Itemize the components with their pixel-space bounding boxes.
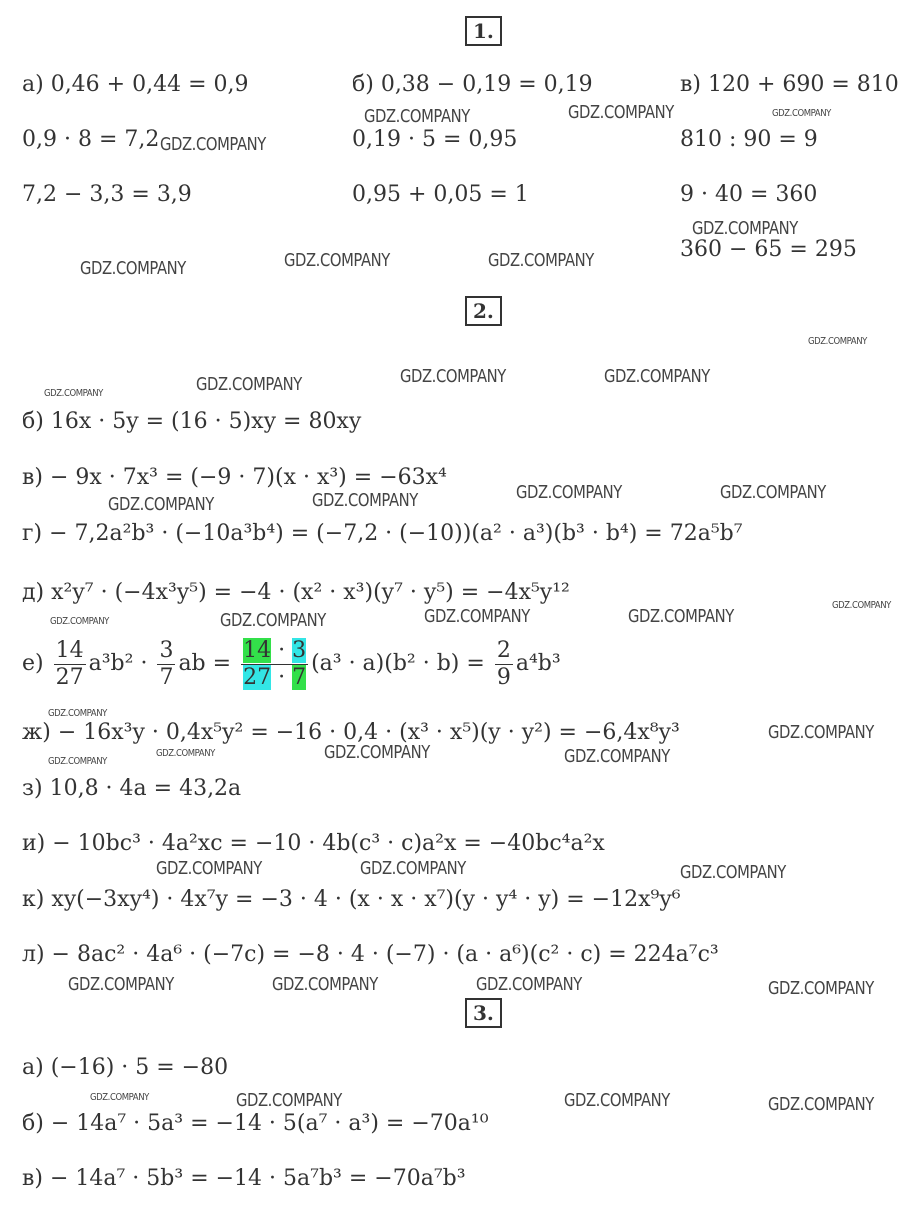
watermark: GDZ.COMPANY xyxy=(48,756,107,767)
watermark: GDZ.COMPANY xyxy=(50,616,109,627)
watermark: GDZ.COMPANY xyxy=(48,708,107,719)
watermark: GDZ.COMPANY xyxy=(156,858,262,879)
task1-c-line3: 9 · 40 = 360 xyxy=(680,182,818,207)
task1-c-line2: 810 : 90 = 9 xyxy=(680,127,818,152)
watermark: GDZ.COMPANY xyxy=(768,978,874,999)
fraction-3-7: $\frac{3}{7}$ xyxy=(159,637,174,690)
watermark: GDZ.COMPANY xyxy=(564,1090,670,1111)
task1-c-line4: 360 − 65 = 295 xyxy=(680,237,857,262)
fraction-highlighted: $\frac{14 \cdot 3}{27 \cdot 7}$ xyxy=(243,637,307,690)
task1-a-line3: 7,2 − 3,3 = 3,9 xyxy=(22,182,192,207)
watermark: GDZ.COMPANY xyxy=(68,974,174,995)
task2-b: б) 16x · 5y = (16 · 5)xy = 80xy xyxy=(22,409,362,434)
watermark: GDZ.COMPANY xyxy=(692,218,798,239)
watermark: GDZ.COMPANY xyxy=(768,722,874,743)
watermark: GDZ.COMPANY xyxy=(360,858,466,879)
task3-a: а) (−16) · 5 = −80 xyxy=(22,1055,229,1080)
watermark: GDZ.COMPANY xyxy=(160,134,266,155)
watermark: GDZ.COMPANY xyxy=(772,108,831,119)
watermark: GDZ.COMPANY xyxy=(90,1092,149,1103)
task2-l: л) − 8ac² · 4a⁶ · (−7c) = −8 · 4 · (−7) · (a · a⁶)(c² · c) = 224a⁷c³ xyxy=(22,942,719,967)
watermark: GDZ.COMPANY xyxy=(324,742,430,763)
task2-d: д) x²y⁷ · (−4x³y⁵) = −4 · (x² · x³)(y⁷ · y⁵) = −4x⁵y¹² xyxy=(22,580,570,605)
task1-b-line1: б) 0,38 − 0,19 = 0,19 xyxy=(352,72,593,97)
watermark: GDZ.COMPANY xyxy=(400,366,506,387)
task2-z: з) 10,8 · 4a = 43,2a xyxy=(22,776,242,801)
watermark: GDZ.COMPANY xyxy=(720,482,826,503)
fraction-2-9: $\frac{2}{9}$ xyxy=(496,637,511,690)
watermark: GDZ.COMPANY xyxy=(284,250,390,271)
task1-a-line1: а) 0,46 + 0,44 = 0,9 xyxy=(22,72,249,97)
watermark: GDZ.COMPANY xyxy=(196,374,302,395)
watermark: GDZ.COMPANY xyxy=(628,606,734,627)
watermark: GDZ.COMPANY xyxy=(604,366,710,387)
watermark: GDZ.COMPANY xyxy=(312,490,418,511)
task2-e-label: е) xyxy=(22,651,44,676)
task2-e: е) $\frac{14}{27}$ a³b² · $\frac{3}{7}$ ab = $\frac{14 \cdot 3}{27 \cdot 7}$ (a³ · a)(b² · b) = $\frac{2}{9}$ a⁴b³ xyxy=(22,637,561,690)
task3-v: в) − 14a⁷ · 5b³ = −14 · 5a⁷b³ = −70a⁷b³ xyxy=(22,1166,466,1191)
highlight-3: 3 xyxy=(292,637,307,663)
watermark: GDZ.COMPANY xyxy=(832,600,891,611)
watermark: GDZ.COMPANY xyxy=(44,388,103,399)
task2-i: и) − 10bc³ · 4a²xc = −10 · 4b(c³ · c)a²x = −40bc⁴a²x xyxy=(22,831,605,856)
watermark: GDZ.COMPANY xyxy=(220,610,326,631)
task-3-header: 3. xyxy=(465,998,502,1028)
watermark: GDZ.COMPANY xyxy=(516,482,622,503)
task-1-header: 1. xyxy=(465,16,502,46)
highlight-7: 7 xyxy=(292,664,307,690)
fraction-14-27: $\frac{14}{27}$ xyxy=(55,637,84,690)
watermark: GDZ.COMPANY xyxy=(680,862,786,883)
task-2-header: 2. xyxy=(465,296,502,326)
watermark: GDZ.COMPANY xyxy=(108,494,214,515)
task2-g: г) − 7,2a²b³ · (−10a³b⁴) = (−7,2 · (−10))(a² · a³)(b³ · b⁴) = 72a⁵b⁷ xyxy=(22,521,743,546)
watermark: GDZ.COMPANY xyxy=(424,606,530,627)
task2-k: к) xy(−3xy⁴) · 4x⁷y = −3 · 4 · (x · x · x⁷)(y · y⁴ · y) = −12x⁹y⁶ xyxy=(22,887,681,912)
watermark: GDZ.COMPANY xyxy=(156,748,215,759)
watermark: GDZ.COMPANY xyxy=(568,102,674,123)
task2-v: в) − 9x · 7x³ = (−9 · 7)(x · x³) = −63x⁴ xyxy=(22,465,447,490)
watermark: GDZ.COMPANY xyxy=(364,106,470,127)
task2-zh: ж) − 16x³y · 0,4x⁵y² = −16 · 0,4 · (x³ · x⁵)(y · y²) = −6,4x⁸y³ xyxy=(22,720,680,745)
watermark: GDZ.COMPANY xyxy=(768,1094,874,1115)
highlight-14: 14 xyxy=(243,637,272,663)
watermark: GDZ.COMPANY xyxy=(80,258,186,279)
watermark: GDZ.COMPANY xyxy=(236,1090,342,1111)
task3-b: б) − 14a⁷ · 5a³ = −14 · 5(a⁷ · a³) = −70a¹⁰ xyxy=(22,1111,489,1136)
watermark: GDZ.COMPANY xyxy=(488,250,594,271)
task1-c-line1: в) 120 + 690 = 810 xyxy=(680,72,899,97)
watermark: GDZ.COMPANY xyxy=(564,746,670,767)
task1-a-line2: 0,9 · 8 = 7,2 xyxy=(22,127,160,152)
highlight-27: 27 xyxy=(243,664,272,690)
watermark: GDZ.COMPANY xyxy=(476,974,582,995)
task1-b-line2: 0,19 · 5 = 0,95 xyxy=(352,127,518,152)
watermark: GDZ.COMPANY xyxy=(272,974,378,995)
task1-b-line3: 0,95 + 0,05 = 1 xyxy=(352,182,529,207)
watermark: GDZ.COMPANY xyxy=(808,336,867,347)
